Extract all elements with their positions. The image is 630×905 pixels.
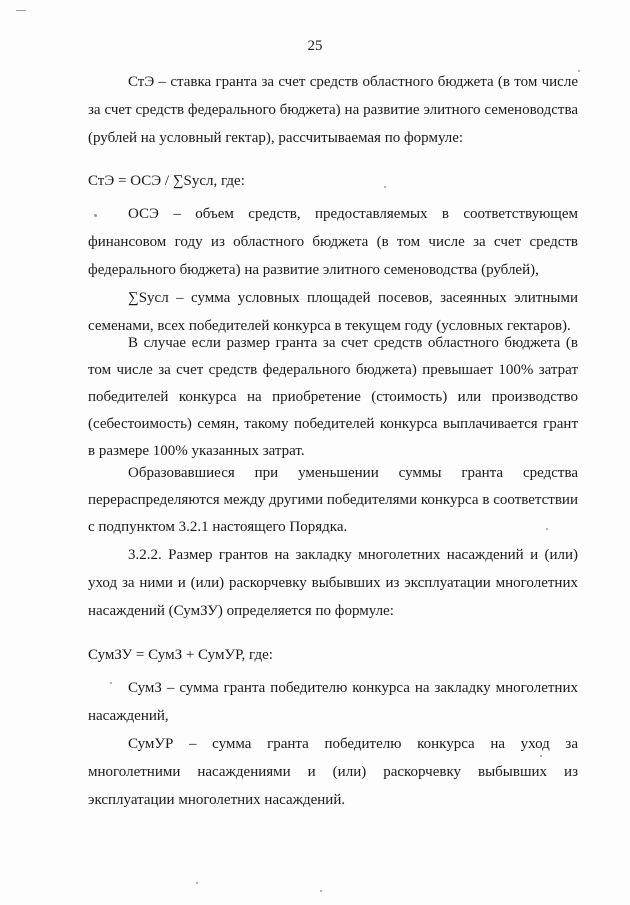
scan-speck bbox=[546, 528, 548, 530]
formula-text: СтЭ = ОСЭ / ∑Sусл, где: bbox=[88, 173, 245, 189]
paragraph-sumur-definition bbox=[88, 730, 578, 814]
paragraph-text: В случае если размер гранта за счет средств областного бюджета (в том числе за счет средств федерального бюджета) превышает 100% затрат победителей конкурса на приобретение (стоимость) или производство (себестоимость) семян, такому победителей конкурса выплачивается грант в размере 100% указанных затрат. bbox=[88, 335, 578, 459]
paragraph-text: ∑Sусл – сумма условных площадей посевов, засеянных элитными семенами, всех победителей конкурса в текущем году (условных гектаров). bbox=[88, 290, 578, 334]
paragraph-ose-definition bbox=[88, 200, 578, 340]
scan-speck bbox=[384, 186, 386, 188]
scan-speck bbox=[578, 70, 580, 72]
page-number: 25 bbox=[307, 38, 323, 54]
paragraph-sumz-definition bbox=[88, 674, 578, 730]
paragraph-text: ОСЭ – объем средств, предоставляемых в соответствующем финансовом году из областного бюджета (в том числе за счет средств федерального бюджета) на развитие элитного семеноводства (рублей), bbox=[88, 206, 578, 278]
paragraph-redistribution bbox=[88, 460, 578, 541]
scan-speck bbox=[110, 682, 112, 684]
formula-sumzu bbox=[88, 641, 578, 669]
paragraph-ste-definition bbox=[88, 68, 578, 152]
paragraph-text: СумЗ – сумма гранта победителю конкурса на закладку многолетних насаждений, bbox=[88, 680, 578, 724]
scan-speck bbox=[196, 882, 198, 884]
scan-speck bbox=[320, 890, 322, 892]
formula-ste bbox=[88, 167, 578, 195]
scan-speck bbox=[94, 214, 97, 217]
paragraph-text: 3.2.2. Размер грантов на закладку многолетних насаждений и (или) уход за ними и (или) раскорчевку выбывших из эксплуатации многолетних насаждений (СумЗУ) определяется по формуле: bbox=[88, 547, 578, 619]
scan-speck bbox=[540, 755, 542, 757]
paragraph-text: СтЭ – ставка гранта за счет средств областного бюджета (в том числе за счет средств федерального бюджета) на развитие элитного семеноводства (рублей на условный гектар), рассчитываемая по формуле: bbox=[88, 74, 578, 146]
formula-text: СумЗУ = СумЗ + СумУР, где: bbox=[88, 647, 273, 663]
paragraph-text: СумУР – сумма гранта победителю конкурса на уход за многолетними насаждениями и (или) раскорчевку выбывших из эксплуатации многолетних насаждений. bbox=[88, 736, 578, 808]
paragraph-3-2-2 bbox=[88, 541, 578, 625]
paragraph-grant-limit bbox=[88, 330, 578, 465]
paragraph-text: Образовавшиеся при уменьшении суммы гранта средства перераспределяются между другими победителями конкурса в соответствии с подпунктом 3.2.1 настоящего Порядка. bbox=[88, 465, 578, 535]
scan-speck bbox=[16, 10, 26, 11]
